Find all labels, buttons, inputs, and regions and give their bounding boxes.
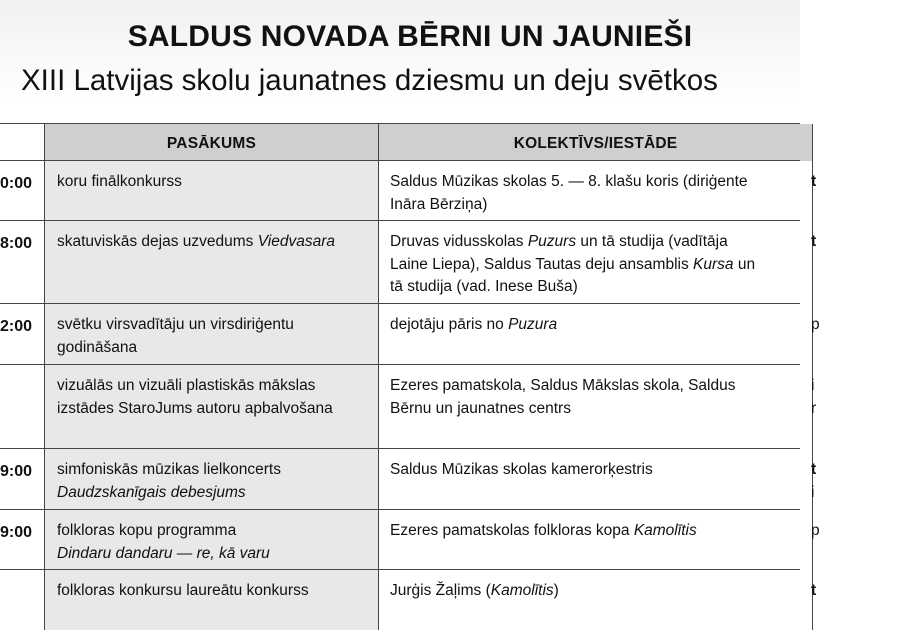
time-text: 9:00 [0, 524, 32, 541]
extra-cell: t [811, 233, 817, 250]
group-cell [379, 221, 813, 304]
time-cell [0, 510, 45, 570]
schedule-table [0, 123, 820, 600]
table-row [0, 220, 817, 304]
event-text: folkloras kopu programma Dindaru dandaru — re, kā varu [57, 522, 270, 562]
time-cell [0, 449, 45, 510]
header-group-cell [379, 124, 813, 161]
event-text: skatuviskās dejas uzvedums Viedvasara [57, 233, 335, 250]
column-header-event: PASĀKUMS [166, 135, 257, 152]
group-cell [379, 365, 813, 449]
time-cell [0, 221, 45, 304]
time-cell [0, 161, 45, 221]
header-extra-cell [813, 124, 833, 161]
extra-cell: t [811, 173, 817, 190]
column-header-group: KOLEKTĪVS/IESTĀDE [513, 135, 678, 152]
extra-cell: i r [811, 377, 817, 417]
page-subtitle: XIII Latvijas skolu jaunatnes dziesmu un deju svētkos [21, 64, 718, 97]
time-cell [0, 304, 45, 365]
event-cell [45, 510, 379, 570]
table-header-row [0, 123, 800, 161]
group-text: Ezeres pamatskola, Saldus Mākslas skola, Saldus Bērnu un jaunatnes centrs [390, 377, 736, 417]
event-text: vizuālās un vizuāli plastiskās mākslas izstādes StaroJums autoru apbalvošana [57, 377, 333, 417]
group-text: Saldus Mūzikas skolas 5. — 8. klašu koris (diriģente Ināra Bērziņa) [390, 173, 748, 213]
event-cell [45, 161, 379, 221]
group-cell [379, 449, 813, 510]
table-row [0, 160, 817, 221]
event-text: simfoniskās mūzikas lielkoncerts Daudzskanīgais debesjums [57, 461, 281, 501]
group-text: Ezeres pamatskolas folkloras kopa Kamolītis [390, 522, 697, 539]
group-cell [379, 304, 813, 365]
event-cell [45, 304, 379, 365]
table-row [0, 509, 820, 570]
page-title: SALDUS NOVADA BĒRNI UN JAUNIEŠI [127, 20, 693, 53]
table-row [0, 448, 817, 510]
time-cell [0, 570, 45, 630]
table-row [0, 364, 817, 449]
time-text: 0:00 [0, 175, 32, 192]
group-cell [379, 510, 813, 570]
group-text: Druvas vidusskolas Puzurs un tā studija (vadītāja Laine Liepa), Saldus Tautas deju ansamblis Kursa un tā studija (vad. Inese Buša) [390, 233, 756, 295]
event-text: svētku virsvadītāju un virsdiriģentu godināšana [57, 316, 294, 356]
event-cell [45, 221, 379, 304]
group-text: Saldus Mūzikas skolas kamerorķestris [390, 461, 653, 478]
time-text: 9:00 [0, 463, 32, 480]
header-event-cell [45, 124, 379, 161]
group-text: dejotāju pāris no Puzura [390, 316, 558, 333]
group-cell [379, 161, 813, 221]
page-header [0, 0, 800, 122]
extra-cell: t [811, 582, 817, 599]
group-cell [379, 570, 813, 630]
time-cell [0, 365, 45, 449]
extra-cell: t i [811, 461, 817, 501]
event-cell [45, 449, 379, 510]
extra-cell: p [811, 522, 820, 539]
header-time-cell [0, 124, 45, 161]
group-text: Jurģis Žaļims (Kamolītis) [390, 582, 559, 599]
event-cell [45, 570, 379, 630]
event-cell [45, 365, 379, 449]
time-text: 2:00 [0, 318, 32, 335]
event-text: koru finālkonkurss [57, 173, 182, 190]
time-text: 8:00 [0, 235, 32, 252]
table-row [0, 303, 820, 365]
table-row [0, 569, 817, 630]
event-text: folkloras konkursu laureātu konkurss [57, 582, 309, 599]
extra-cell: p [811, 316, 820, 333]
